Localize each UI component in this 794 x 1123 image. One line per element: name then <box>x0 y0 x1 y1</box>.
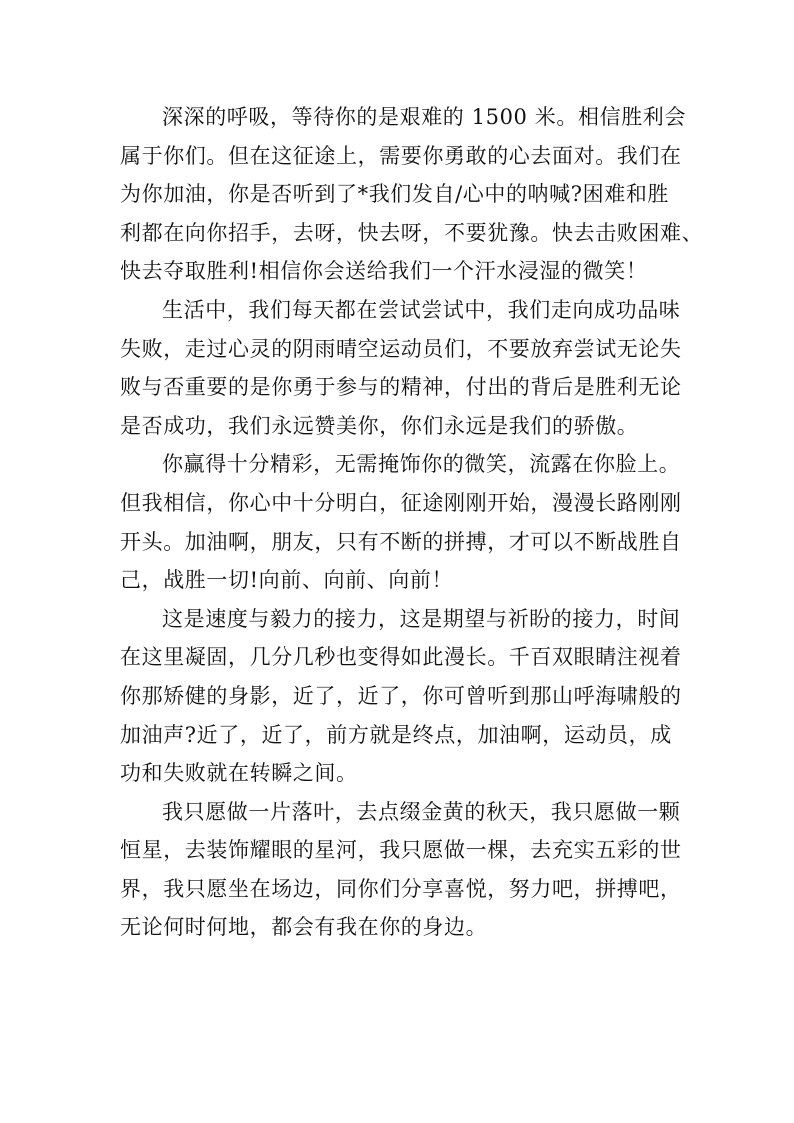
text-line: 无论何时何地，都会有我在你的身边。 <box>120 915 488 940</box>
text-line: 你那矫健的身影，近了，近了，你可曾听到那山呼海啸般的 <box>120 683 682 708</box>
paragraph-1 <box>120 98 704 291</box>
paragraph-3 <box>120 445 686 599</box>
paragraph-4 <box>120 600 686 793</box>
text-line: 恒星，去装饰耀眼的星河，我只愿做一棵，去充实五彩的世 <box>120 838 682 863</box>
paragraph-2 <box>120 291 686 445</box>
text-line: 深深的呼吸，等待你的是艰难的 1500 米。相信胜利会 <box>162 105 686 129</box>
text-line: 在这里凝固，几分几秒也变得如此漫长。千百双眼睛注视着 <box>120 645 682 670</box>
text-line: 败与否重要的是你勇于参与的精神，付出的背后是胜利无论 <box>120 375 682 400</box>
text-line: 但我相信，你心中十分明白，征途刚刚开始，漫漫长路刚刚 <box>120 490 682 515</box>
text-line: 快去夺取胜利!相信你会送给我们一个汗水浸湿的微笑！ <box>120 259 648 284</box>
paragraph-5 <box>120 793 686 947</box>
text-line: 你赢得十分精彩，无需掩饰你的微笑，流露在你脸上。 <box>162 452 681 477</box>
text-line: 是否成功，我们永远赞美你，你们永远是我们的骄傲。 <box>120 413 639 438</box>
text-line: 功和失败就在转瞬之间。 <box>120 761 358 786</box>
text-line: 我只愿做一片落叶，去点缀金黄的秋天，我只愿做一颗 <box>162 799 681 824</box>
text-line: 失败，走过心灵的阴雨晴空运动员们，不要放弃尝试无论失 <box>120 336 682 361</box>
text-line: 属于你们。但在这征途上，需要你勇敢的心去面对。我们在 <box>120 143 682 168</box>
text-line: 加油声?近了，近了，前方就是终点，加油啊，运动员，成 <box>120 722 672 747</box>
text-line: 开头。加油啊，朋友，只有不断的拼搏，才可以不断战胜自 <box>120 529 682 554</box>
text-line: 这是速度与毅力的接力，这是期望与祈盼的接力，时间 <box>162 606 681 631</box>
text-line: 己，战胜一切!向前、向前、向前！ <box>120 568 454 593</box>
text-line: 利都在向你招手，去呀，快去呀，不要犹豫。快去击败困难、 <box>120 220 704 245</box>
document-body <box>120 98 704 947</box>
text-line: 为你加油，你是否听到了*我们发自/心中的呐喊?困难和胜 <box>120 182 670 207</box>
text-line: 生活中，我们每天都在尝试尝试中，我们走向成功品味 <box>162 297 681 322</box>
text-line: 界，我只愿坐在场边，同你们分享喜悦，努力吧，拼搏吧， <box>120 876 682 901</box>
